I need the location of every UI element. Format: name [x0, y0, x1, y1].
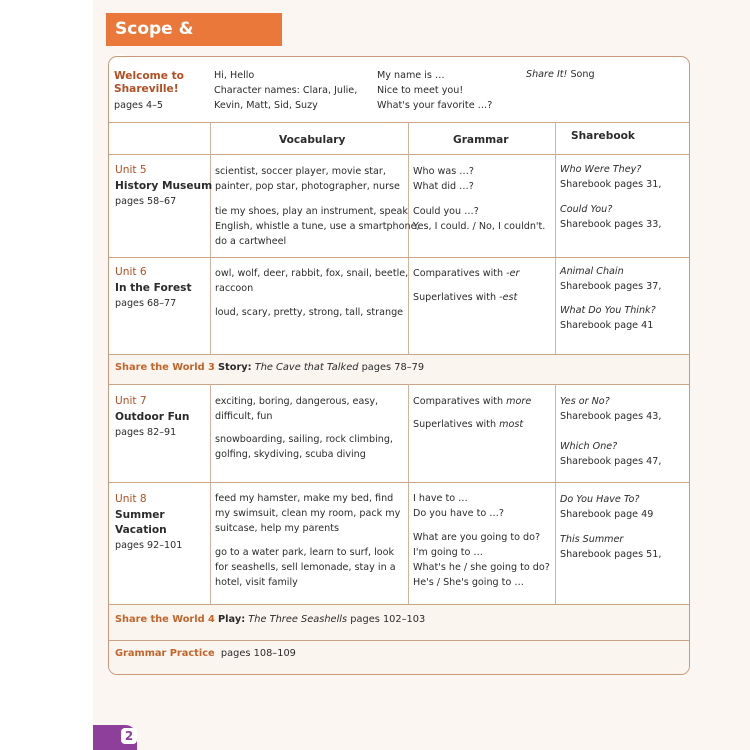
grammar-line: Could you …?: [413, 206, 479, 217]
grammar-line: Who was …?: [413, 166, 474, 177]
sharebook-title: Animal Chain: [560, 266, 624, 277]
vocab-line: for seashells, sell lemonade, stay in a: [215, 562, 396, 573]
vocab-line: feed my hamster, make my bed, find: [215, 493, 394, 504]
sharebook-title: Do You Have To?: [560, 494, 640, 505]
unit-name: Outdoor Fun: [115, 411, 190, 423]
welcome-title: Welcome to: [114, 70, 184, 82]
divider: [109, 122, 689, 123]
unit-label: Unit 8: [115, 493, 147, 505]
grammar-line: What's he / she going to do?: [413, 562, 550, 573]
vocab-line: suitcase, help my parents: [215, 523, 339, 534]
sharebook-title: Which One?: [560, 441, 618, 452]
sharebook-title: What Do You Think?: [560, 305, 656, 316]
sharebook-title: Could You?: [560, 204, 613, 215]
welcome-col1-line: Kevin, Matt, Sid, Suzy: [214, 100, 318, 111]
welcome-col1-line: Hi, Hello: [214, 70, 255, 81]
welcome-song: Share It! Song: [526, 69, 595, 80]
sharebook-pages: Sharebook page 49: [560, 509, 654, 520]
grammar-line: Superlatives with -est: [413, 292, 518, 303]
column-divider: [408, 384, 409, 604]
column-divider: [210, 384, 211, 604]
page-number-tab: [93, 725, 137, 750]
welcome-col2-line: What's your favorite …?: [377, 100, 493, 111]
column-divider: [210, 122, 211, 354]
sharebook-title: Yes or No?: [560, 396, 610, 407]
unit-label: Unit 5: [115, 164, 147, 176]
unit-name: Summer: [115, 509, 165, 521]
share-the-world-3: Share the World 3 Story: The Cave that Talked pages 78–79: [115, 362, 425, 373]
sharebook-pages: Sharebook pages 37,: [560, 281, 662, 292]
divider: [109, 154, 689, 155]
vocab-line: tie my shoes, play an instrument, speak: [215, 206, 408, 217]
unit-pages: pages 58–67: [115, 196, 177, 207]
unit-name: Vacation: [115, 524, 167, 536]
grammar-line: I'm going to …: [413, 547, 483, 558]
unit-pages: pages 92–101: [115, 540, 183, 551]
column-divider: [555, 122, 556, 354]
sharebook-pages: Sharebook pages 47,: [560, 456, 662, 467]
welcome-col2-line: My name is …: [377, 70, 445, 81]
vocab-line: my swimsuit, clean my room, pack my: [215, 508, 401, 519]
vocab-line: difficult, fun: [215, 411, 273, 422]
sharebook-pages: Sharebook pages 51,: [560, 549, 662, 560]
grammar-line: I have to …: [413, 493, 468, 504]
grammar-line: Do you have to …?: [413, 508, 504, 519]
grammar-line: Comparatives with more: [413, 396, 532, 407]
column-divider: [555, 384, 556, 604]
unit-name: In the Forest: [115, 282, 192, 294]
vocab-line: loud, scary, pretty, strong, tall, strange: [215, 307, 404, 318]
welcome-title-2: Shareville!: [114, 83, 179, 95]
divider: [109, 604, 689, 605]
grammar-line: Comparatives with -er: [413, 268, 520, 279]
vocab-line: painter, pop star, photographer, nurse: [215, 181, 400, 192]
vocab-line: English, whistle a tune, use a smartphone,: [215, 221, 420, 232]
welcome-col1-line: Character names: Clara, Julie,: [214, 85, 358, 96]
grammar-line: Superlatives with most: [413, 419, 524, 430]
page-number: 2: [121, 728, 137, 744]
vocab-line: owl, wolf, deer, rabbit, fox, snail, beetle,: [215, 268, 409, 279]
vocabulary-header: Vocabulary: [279, 134, 346, 146]
unit-pages: pages 82–91: [115, 427, 177, 438]
sharebook-pages: Sharebook pages 31,: [560, 179, 662, 190]
grammar-line: What did …?: [413, 181, 474, 192]
sharebook-pages: Sharebook page 41: [560, 320, 654, 331]
divider: [109, 482, 689, 483]
vocab-line: golfing, skydiving, scuba diving: [215, 449, 366, 460]
vocab-line: hotel, visit family: [215, 577, 298, 588]
grammar-line: He's / She's going to …: [413, 577, 524, 588]
vocab-line: snowboarding, sailing, rock climbing,: [215, 434, 393, 445]
unit-pages: pages 68–77: [115, 298, 177, 309]
unit-label: Unit 6: [115, 266, 147, 278]
welcome-col2-line: Nice to meet you!: [377, 85, 464, 96]
grammar-line: What are you going to do?: [413, 532, 541, 543]
divider: [109, 354, 689, 355]
grammar-practice: Grammar Practice pages 108–109: [115, 648, 296, 659]
divider: [109, 257, 689, 258]
grammar-header: Grammar: [453, 134, 509, 146]
scope-sequence-table: [108, 56, 690, 675]
sharebook-pages: Sharebook pages 43,: [560, 411, 662, 422]
sharebook-pages: Sharebook pages 33,: [560, 219, 662, 230]
page-title: Scope &: [106, 13, 282, 46]
share-the-world-4: Share the World 4 Play: The Three Seashells pages 102–103: [115, 614, 426, 625]
unit-name: History Museum: [115, 180, 213, 192]
vocab-line: scientist, soccer player, movie star,: [215, 166, 386, 177]
vocab-line: go to a water park, learn to surf, look: [215, 547, 395, 558]
vocab-line: do a cartwheel: [215, 236, 287, 247]
unit-label: Unit 7: [115, 395, 147, 407]
sharebook-header: Sharebook: [571, 130, 635, 142]
grammar-line: Yes, I could. / No, I couldn't.: [413, 221, 546, 232]
sharebook-title: This Summer: [560, 534, 624, 545]
divider: [109, 384, 689, 385]
column-divider: [408, 122, 409, 354]
vocab-line: exciting, boring, dangerous, easy,: [215, 396, 379, 407]
vocab-line: raccoon: [215, 283, 254, 294]
sharebook-title: Who Were They?: [560, 164, 642, 175]
welcome-pages: pages 4–5: [114, 100, 164, 111]
